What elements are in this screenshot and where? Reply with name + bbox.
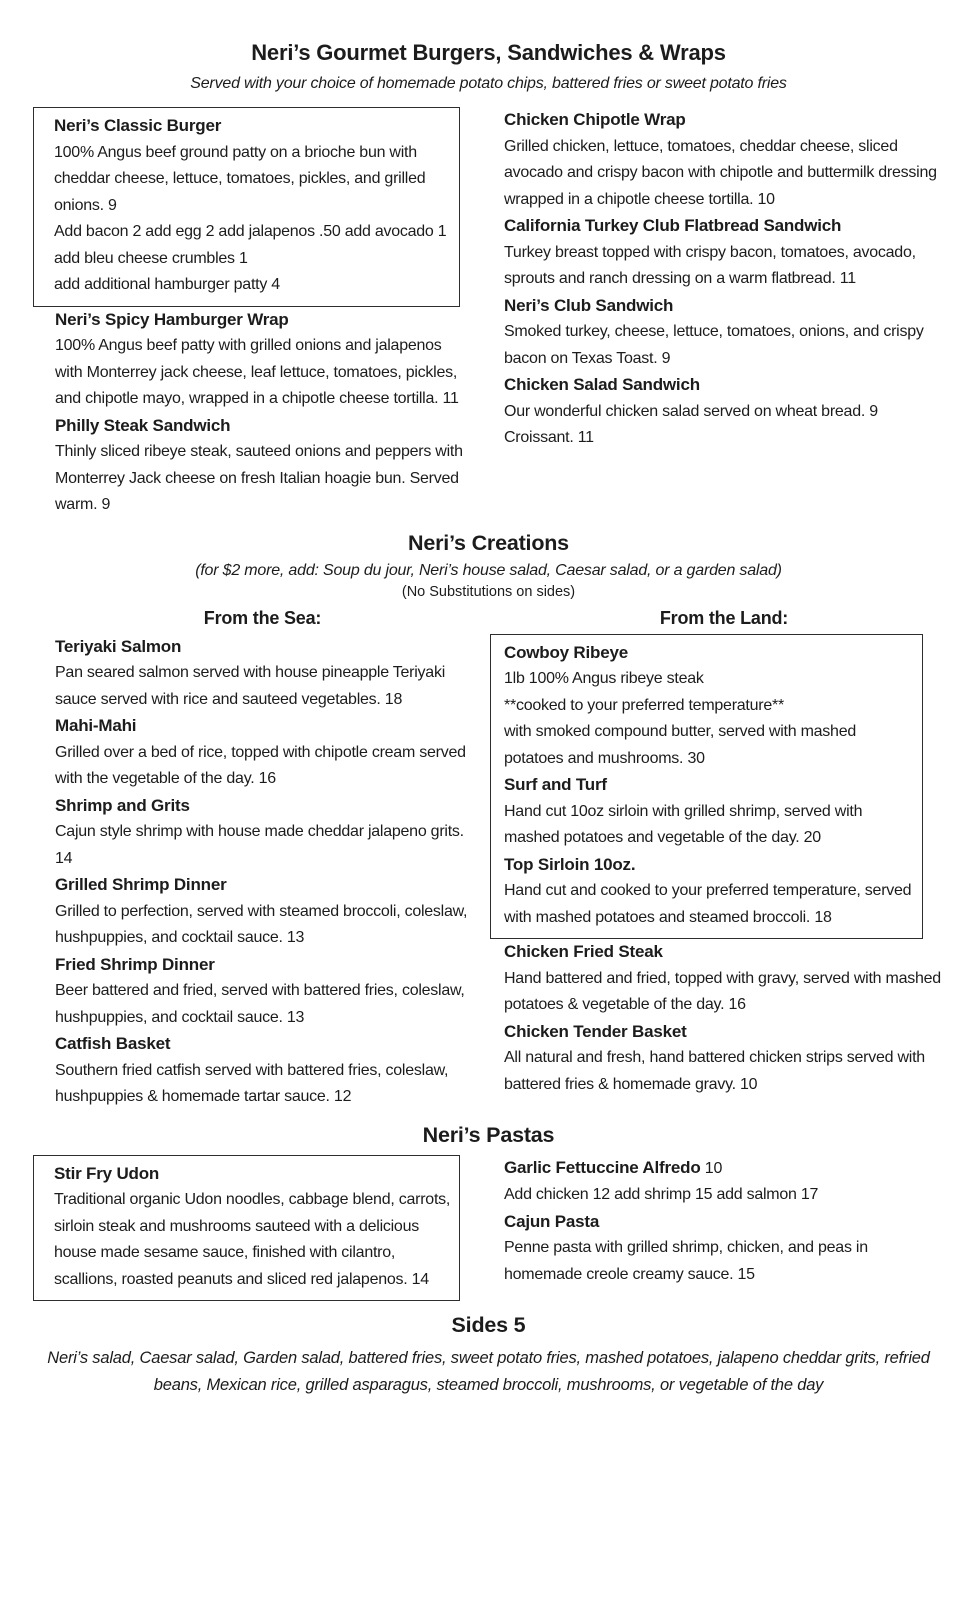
item-name: Neri’s Classic Burger <box>54 116 222 135</box>
burgers-left-items <box>55 307 470 519</box>
item-name: Shrimp and Grits <box>55 795 190 815</box>
menu-item <box>55 307 470 413</box>
item-description: Hand cut 10oz sirloin with grilled shrimp, served with mashed potatoes and vegetable of the day. 20 <box>504 802 863 846</box>
item-description: Our wonderful chicken salad served on wheat bread. 9 Croissant. 11 <box>504 402 878 446</box>
item-name: Chicken Fried Steak <box>504 942 663 961</box>
item-name: Mahi-Mahi <box>55 716 137 735</box>
menu-item <box>54 1161 451 1294</box>
item-description: All natural and fresh, hand battered chicken strips served with battered fries & homemade gravy. 10 <box>504 1049 925 1093</box>
from-the-land-column <box>504 604 944 1099</box>
from-the-land-header: From the Land: <box>659 607 789 628</box>
steaks-box <box>490 634 923 940</box>
item-description: Add chicken 12 add shrimp 15 add salmon 17 <box>504 1186 819 1203</box>
item-description: Hand battered and fried, topped with gravy, served with mashed potatoes & vegetable of the day. 16 <box>504 969 941 1013</box>
menu-item <box>504 1209 944 1289</box>
item-name: Philly Steak Sandwich <box>55 415 231 435</box>
item-description: 100% Angus beef ground patty on a brioche bun with cheddar cheese, lettuce, tomatoes, pickles, and grilled onions. 9 <box>54 143 426 214</box>
pastas-title: Neri’s Pastas <box>422 1122 555 1147</box>
no-substitutions-note: (No Substitutions on sides) <box>401 583 576 600</box>
item-description: add additional hamburger patty 4 <box>54 276 280 293</box>
item-description: with smoked compound butter, served with mashed potatoes and mushrooms. 30 <box>504 723 856 767</box>
item-name: Chicken Salad Sandwich <box>504 375 700 394</box>
item-name: Chicken Tender Basket <box>504 1021 687 1041</box>
sides-title: Sides 5 <box>451 1313 526 1337</box>
sea-items <box>55 634 470 1111</box>
menu-item <box>54 113 451 299</box>
menu-title: Neri’s Gourmet Burgers, Sandwiches & Wraps <box>251 40 726 65</box>
item-name: Stir Fry Udon <box>54 1163 160 1183</box>
burgers-left-column <box>33 107 470 519</box>
menu-item <box>504 852 914 932</box>
item-description: Thinly sliced ribeye steak, sauteed onions and peppers with Monterrey Jack cheese on fresh Italian hoagie bun. Served warm. 9 <box>55 443 463 513</box>
menu-item <box>55 872 470 952</box>
pastas-right-column <box>504 1155 944 1289</box>
menu-item <box>55 952 470 1032</box>
item-name: Cajun Pasta <box>504 1211 600 1231</box>
menu-item <box>504 213 944 293</box>
item-name: Cowboy Ribeye <box>504 642 628 662</box>
stir-fry-udon-box <box>33 1155 460 1302</box>
item-name: Garlic Fettuccine Alfredo 10 <box>504 1157 723 1177</box>
item-name: Catfish Basket <box>55 1034 171 1053</box>
item-description: Grilled to perfection, served with steamed broccoli, coleslaw, hushpuppies, and cocktail sauce. 13 <box>55 902 468 946</box>
creations-addons-note: (for $2 more, add: Soup du jour, Neri’s house salad, Caesar salad, or a garden salad) <box>195 561 782 579</box>
item-name: Fried Shrimp Dinner <box>55 954 215 974</box>
item-description: Grilled chicken, lettuce, tomatoes, cheddar cheese, sliced avocado and crispy bacon with chipotle and buttermilk dressing wrapped in a chipotle cheese tortilla. 10 <box>504 137 937 208</box>
item-description: Smoked turkey, cheese, lettuce, tomatoes, onions, and crispy bacon on Texas Toast. 9 <box>504 323 924 367</box>
item-description: Southern fried catfish served with battered fries, coleslaw, hushpuppies & homemade tartar sauce. 12 <box>55 1061 449 1105</box>
menu-item <box>55 713 470 793</box>
item-name: Neri’s Spicy Hamburger Wrap <box>55 309 289 329</box>
menu-item <box>55 1031 470 1111</box>
pastas-left-column <box>33 1155 470 1302</box>
menu-item <box>55 413 470 519</box>
item-description: **cooked to your preferred temperature** <box>504 696 784 714</box>
item-description: Grilled over a bed of rice, topped with chipotle cream served with the vegetable of the day. 16 <box>55 743 466 787</box>
menu-item <box>504 372 944 452</box>
item-name: Surf and Turf <box>504 775 607 794</box>
item-description: Turkey breast topped with crispy bacon, tomatoes, avocado, sprouts and ranch dressing on a warm flatbread. 11 <box>504 243 916 287</box>
item-name: Grilled Shrimp Dinner <box>55 875 227 894</box>
item-description: Pan seared salmon served with house pineapple Teriyaki sauce served with rice and sauteed vegetables. 18 <box>55 664 445 708</box>
item-name: Chicken Chipotle Wrap <box>504 110 686 129</box>
menu-item <box>504 939 944 1019</box>
menu-item <box>504 107 944 213</box>
land-items <box>504 939 944 1098</box>
menu-item <box>504 772 914 852</box>
item-name: California Turkey Club Flatbread Sandwich <box>504 216 842 235</box>
sides-list: Neri’s salad, Caesar salad, Garden salad, battered fries, sweet potato fries, mashed potatoes, jalapeno cheddar grits, refried beans, Mexican rice, grilled asparagus, steamed broccoli, mushrooms, or vegetable of the day <box>47 1349 930 1394</box>
item-description: Cajun style shrimp with house made cheddar jalapeno grits. 14 <box>55 823 464 867</box>
menu-item <box>504 1155 944 1209</box>
menu-item <box>55 793 470 873</box>
item-description: 100% Angus beef patty with grilled onions and jalapenos with Monterrey jack cheese, leaf lettuce, tomatoes, pickles, and chipotle mayo, wrapped in a chipotle cheese tortilla. 11 <box>55 337 459 407</box>
item-name: Neri’s Club Sandwich <box>504 295 674 315</box>
menu-item <box>55 634 470 714</box>
menu-item <box>504 293 944 373</box>
item-name: Top Sirloin 10oz. <box>504 854 636 874</box>
item-description: Hand cut and cooked to your preferred temperature, served with mashed potatoes and steamed broccoli. 18 <box>504 882 912 926</box>
classic-burger-box <box>33 107 460 307</box>
menu-item <box>504 640 914 773</box>
from-the-sea-header: From the Sea: <box>203 607 322 628</box>
item-description: Add bacon 2 add egg 2 add jalapenos .50 add avocado 1 add bleu cheese crumbles 1 <box>54 223 447 267</box>
item-description: 1lb 100% Angus ribeye steak <box>504 670 704 687</box>
burgers-right-column <box>504 107 944 452</box>
menu-subtitle: Served with your choice of homemade potato chips, battered fries or sweet potato fries <box>190 75 787 92</box>
creations-title: Neri’s Creations <box>408 530 569 555</box>
item-description: Traditional organic Udon noodles, cabbage blend, carrots, sirloin steak and mushrooms sauteed with a delicious house made sesame sauce, finished with cilantro, scallions, roasted peanuts and sliced red jalapenos. 14 <box>54 1191 451 1288</box>
pastas-section <box>33 1155 944 1302</box>
burgers-section <box>33 107 944 519</box>
item-description: Penne pasta with grilled shrimp, chicken, and peas in homemade creole creamy sauce. 15 <box>504 1239 868 1283</box>
item-name: Teriyaki Salmon <box>55 636 182 656</box>
creations-section <box>33 604 944 1111</box>
menu-item <box>504 1019 944 1099</box>
item-price: 10 <box>700 1159 723 1177</box>
from-the-sea-column <box>33 604 470 1111</box>
item-description: Beer battered and fried, served with battered fries, coleslaw, hushpuppies, and cocktail sauce. 13 <box>55 982 465 1026</box>
